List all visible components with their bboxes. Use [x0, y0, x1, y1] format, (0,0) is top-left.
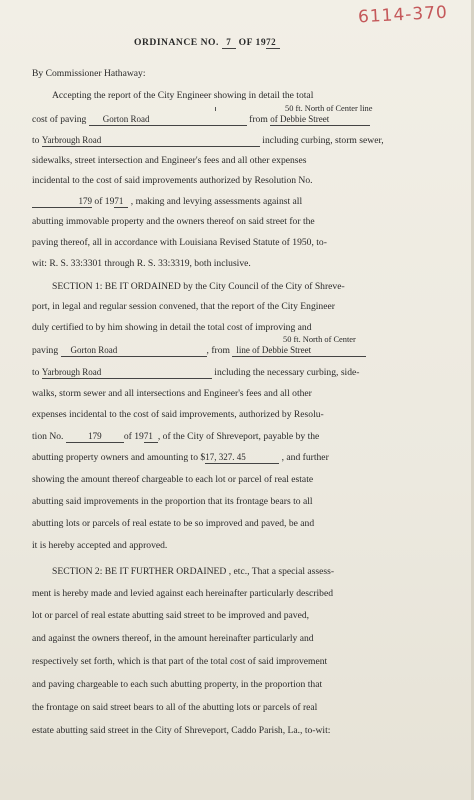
street-name: Gorton Road	[61, 346, 207, 357]
s2-line: estate abutting said street in the City of Shreveport, Caddo Parish, La., to-wit:	[32, 725, 331, 736]
p1-line: incidental to the cost of said improvements authorized by Resolution No.	[32, 175, 313, 186]
s1-above-note: 50 ft. North of Center	[283, 335, 356, 344]
from-location: line of Debbie Street	[232, 346, 366, 357]
to-location: Yarbrough Road	[42, 368, 212, 379]
p1-line: Accepting the report of the City Engineer showing in detail the total	[52, 90, 314, 101]
s2-line: SECTION 2: BE IT FURTHER ORDAINED , etc., That a special assess-	[52, 566, 335, 577]
s1-line: paving Gorton Road , from line of Debbie Street	[32, 345, 366, 357]
p1-line: wit: R. S. 33:3301 through R. S. 33:3319, both inclusive.	[32, 258, 251, 269]
s1-line: showing the amount thereof chargeable to each lot or parcel of real estate	[32, 474, 314, 485]
amount: 17, 327. 45	[205, 453, 279, 464]
p1-line: paving thereof, all in accordance with Louisiana Revised Statute of 1950, to-	[32, 237, 327, 248]
s1-line: walks, storm sewer and all intersections and Engineer's fees and all other	[32, 388, 312, 399]
p1-line: to Yarbrough Road including curbing, storm sewer,	[32, 135, 384, 146]
s1-line: duly certified to by him showing in detail the total cost of improving and	[32, 322, 312, 333]
byline: By Commissioner Hathaway:	[32, 68, 146, 79]
p1-above-note: 50 ft. North of Center line	[285, 104, 373, 113]
s1-line: expenses incidental to the cost of said improvements, authorized by Resolu-	[32, 409, 324, 420]
s1-line: abutting property owners and amounting to $17, 327. 45 , and further	[32, 452, 329, 463]
handwritten-annotation: 6114-370	[357, 2, 449, 28]
p1-line: cost of paving Gorton Road from of Debbie Street	[32, 114, 370, 126]
from-location: of Debbie Street	[270, 115, 370, 126]
s2-line: respectively set forth, which is that part of the total cost of said improvement	[32, 656, 328, 667]
s2-line: ment is hereby made and levied against each hereinafter particularly described	[32, 588, 333, 599]
tick-mark	[215, 107, 216, 111]
resolution-number: 179	[66, 432, 124, 443]
s1-line: to Yarbrough Road including the necessary curbing, side-	[32, 367, 360, 378]
s1-line: it is hereby accepted and approved.	[32, 540, 168, 551]
s2-line: the frontage on said street bears to all of the abutting lots or parcels of real	[32, 702, 318, 713]
s2-line: and against the owners thereof, in the amount hereinafter particularly and	[32, 633, 314, 644]
p1-line: 179 of 1971 , making and levying assessments against all	[32, 196, 302, 208]
p1-line: abutting immovable property and the owners thereof on said street for the	[32, 216, 315, 227]
s1-line: abutting lots or parcels of real estate to be so improved and paved, be and	[32, 518, 315, 529]
ordinance-number: 7	[222, 38, 236, 49]
street-name: Gorton Road	[89, 115, 247, 126]
s1-line: tion No. 179 of 1971 , of the City of Shreveport, payable by the	[32, 431, 320, 442]
resolution-year: 71	[114, 197, 128, 208]
ordinance-year: 72	[266, 38, 280, 49]
s1-line: SECTION 1: BE IT ORDAINED by the City Council of the City of Shreve-	[52, 281, 345, 292]
resolution-number: 179	[32, 197, 92, 208]
ordinance-title: ORDINANCE NO. 7 OF 1972	[134, 37, 280, 49]
s2-line: lot or parcel of real estate abutting said street to be improved and paved,	[32, 610, 310, 621]
s2-line: and paving chargeable to each such abutting property, in the proportion that	[32, 679, 323, 690]
s1-line: port, in legal and regular session convened, that the report of the City Engineer	[32, 301, 335, 312]
p1-line: sidewalks, street intersection and Engineer's fees and all other expenses	[32, 155, 307, 166]
resolution-year: 71	[144, 432, 158, 443]
to-location: Yarbrough Road	[42, 136, 260, 147]
s1-line: abutting said improvements in the proportion that its frontage bears to all	[32, 496, 313, 507]
